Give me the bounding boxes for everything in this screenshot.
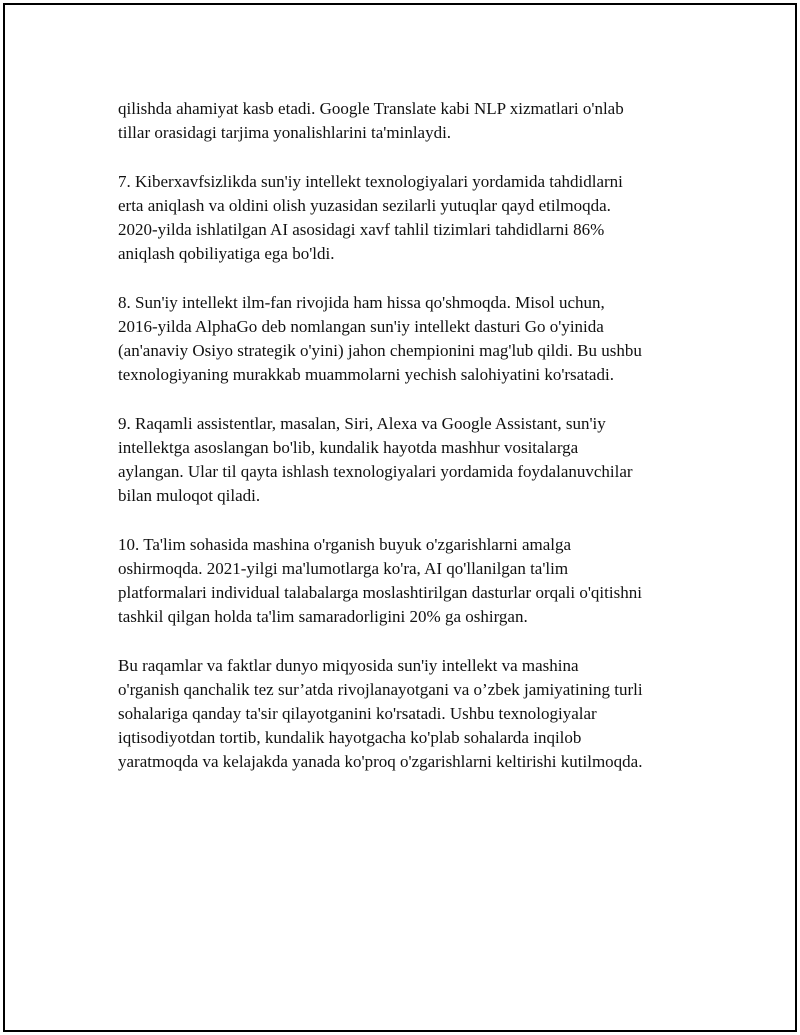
- text-line: aniqlash qobiliyatiga ega bo'ldi.: [118, 244, 335, 264]
- text-line: oshirmoqda. 2021-yilgi ma'lumotlarga ko'ra, AI qo'llanilgan ta'lim: [118, 558, 569, 578]
- text-line: tashkil qilgan holda ta'lim samaradorligini 20% ga oshirgan.: [118, 607, 528, 627]
- text-line: sohalariga qanday ta'sir qilayotganini ko'rsatadi. Ushbu texnologiyalar: [118, 704, 597, 723]
- paragraph-conclusion: [118, 654, 708, 775]
- paragraph-item-10-education: [118, 533, 708, 630]
- text-line: tillar orasidagi tarjima yonalishlarini ta'minlaydi.: [118, 123, 452, 143]
- text-line: texnologiyaning murakkab muammolarni yechish salohiyatini ko'rsatadi.: [118, 365, 614, 385]
- text-line: Bu raqamlar va faktlar dunyo miqyosida sun'iy intellekt va mashina: [118, 655, 579, 675]
- text-line: 7. Kiberxavfsizlikda sun'iy intellekt texnologiyalari yordamida tahdidlarni: [118, 171, 623, 191]
- text-line: 2016-yilda AlphaGo deb nomlangan sun'iy intellekt dasturi Go o'yinida: [118, 316, 604, 336]
- paragraph-translate-intro: [118, 97, 708, 145]
- text-line: aylangan. Ular til qayta ishlash texnologiyalari yordamida foydalanuvchilar: [118, 462, 633, 481]
- text-line: iqtisodiyotdan tortib, kundalik hayotgacha ko'plab sohalarda inqilob: [118, 728, 582, 748]
- text-line: yaratmoqda va kelajakda yanada ko'proq o'zgarishlarni keltirishi kutilmoqda.: [118, 752, 643, 772]
- text-line: 2020-yilda ishlatilgan AI asosidagi xavf tahlil tizimlari tahdidlarni 86%: [118, 220, 605, 239]
- paragraph-item-9-assistants: [118, 412, 708, 509]
- text-line: bilan muloqot qiladi.: [118, 486, 261, 506]
- text-line: o'rganish qanchalik tez sur’atda rivojlanayotgani va o’zbek jamiyatining turli: [118, 679, 643, 699]
- text-line: qilishda ahamiyat kasb etadi. Google Translate kabi NLP xizmatlari o'nlab: [118, 99, 624, 118]
- text-line: 8. Sun'iy intellekt ilm-fan rivojida ham hissa qo'shmoqda. Misol uchun,: [118, 292, 605, 312]
- text-line: erta aniqlash va oldini olish yuzasidan sezilarli yutuqlar qayd etilmoqda.: [118, 195, 611, 215]
- document-body: [118, 97, 708, 799]
- text-line: 9. Raqamli assistentlar, masalan, Siri, Alexa va Google Assistant, sun'iy: [118, 413, 606, 433]
- text-line: (an'anaviy Osiyo strategik o'yini) jahon chempionini mag'lub qildi. Bu ushbu: [118, 341, 642, 360]
- paragraph-item-8-science: [118, 291, 708, 388]
- text-line: intellektga asoslangan bo'lib, kundalik hayotda mashhur vositalarga: [118, 437, 579, 457]
- paragraph-item-7-cybersecurity: [118, 170, 708, 267]
- text-line: 10. Ta'lim sohasida mashina o'rganish buyuk o'zgarishlarni amalga: [118, 534, 572, 554]
- page-frame: [3, 3, 797, 1032]
- text-line: platformalari individual talabalarga moslashtirilgan dasturlar orqali o'qitishni: [118, 583, 642, 602]
